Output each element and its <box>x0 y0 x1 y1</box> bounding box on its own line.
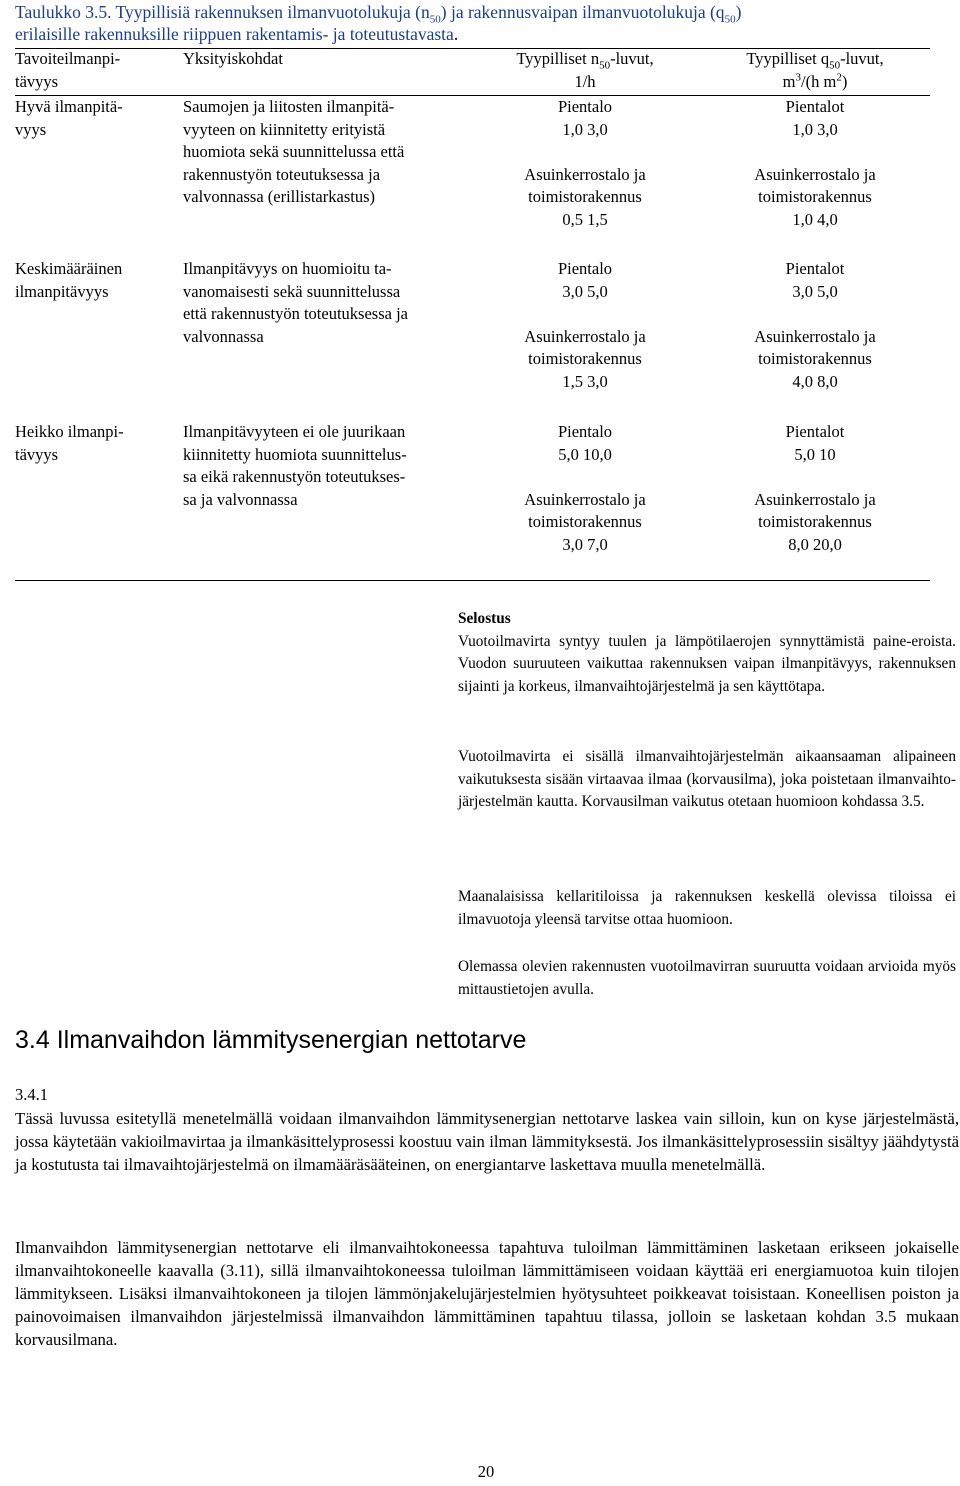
row-average-level: Keskimääräinen ilmanpitävyys <box>15 259 123 301</box>
row-good-q50: Pientalot 1,0 3,0 Asuinkerrostalo ja toimistorakennus 1,0 4,0 <box>754 97 876 229</box>
sidebar-explanation <box>458 608 956 698</box>
row-good-n50: Pientalo 1,0 3,0 Asuinkerrostalo ja toimistorakennus 0,5 1,5 <box>524 97 646 229</box>
header-q50-sup2: 2 <box>836 71 842 84</box>
section-title: 3.4 Ilmanvaihdon lämmitysenergian nettotarve <box>15 1026 527 1054</box>
row-poor-level: Heikko ilmanpi- tävyys <box>15 422 124 464</box>
sidebar-block-3 <box>458 886 956 931</box>
row-average-q50: Pientalot 3,0 5,0 Asuinkerrostalo ja toimistorakennus 4,0 8,0 <box>754 259 876 391</box>
caption-sub-1: 50 <box>429 13 441 26</box>
table-caption <box>15 1 950 45</box>
header-n50-b: -luvut, <box>610 49 654 68</box>
sidebar-paragraph: Vuotoilmavirta syntyy tuulen ja lämpötilaerojen synnyttämistä paine-eroista. Vuodon suuruuteen vaikuttaa rakennuksen vaipan ilmanpitävyys, rakennuksen sijainti ja korkeus, ilmanvaihtojärjestelmä ja sen käyttötapa. <box>458 632 956 695</box>
body-paragraph: Ilmanvaihdon lämmitysenergian nettotarve eli ilmanvaihtokoneessa tapahtuva tuloilman lämmittäminen lasketaan erikseen jokaiselle ilmanvaihtokoneelle kaavalla (3.11), sillä ilmanvaihtokoneessa tuloilman lämmittämiseen voidaan käyttää eri energiamuotoa kuin tilojen lämmitykseen. Lisäksi ilmanvaihtokoneen ja tilojen lämmönjakelujärjestelmien hyötysuhteet poikkeavat toisistaan. Koneellisen poiston ja painovoimaisen ilmanvaihdon järjestelmissä ilmanvaihdon lämmittäminen tapahtuu tilassa, jolloin se lasketaan kohdan 3.5 mukaan korvausilmana. <box>15 1238 959 1349</box>
page-number: 20 <box>477 1462 495 1481</box>
header-details: Yksityiskohdat <box>183 49 283 68</box>
caption-line-2-end: . <box>453 24 459 44</box>
header-q50 <box>700 48 930 93</box>
row-good-level: Hyvä ilmanpitä- vyys <box>15 97 123 139</box>
header-target-level: Tavoiteilmanpi- tävyys <box>15 49 121 91</box>
header-q50-unit-b: /(h m <box>801 71 837 91</box>
caption-text-2: ) ja rakennusvaipan ilmanvuotolukuja (q <box>440 2 725 22</box>
row-good-details: Saumojen ja liitosten ilmanpitä- vyyteen on kiinnitetty erityistä huomiota sekä suunnittelussa että rakennustyön toteutuksessa ja valvonnassa (erillistarkastus) <box>183 97 405 207</box>
header-q50-sub: 50 <box>829 59 841 72</box>
header-q50-sup1: 3 <box>795 71 802 84</box>
header-n50-unit: 1/h <box>574 71 596 91</box>
caption-line-2: erilaisille rakennuksille riippuen rakentamis- ja toteutustavasta <box>15 24 454 44</box>
row-average-n50: Pientalo 3,0 5,0 Asuinkerrostalo ja toimistorakennus 1,5 3,0 <box>524 259 646 391</box>
header-q50-unit-a: m <box>782 71 796 91</box>
header-n50-a: Tyypilliset n <box>516 49 600 68</box>
header-n50 <box>470 48 700 93</box>
sidebar-paragraph: Olemassa olevien rakennusten vuotoilmavirran suuruutta voidaan arvioida myös mittaustietojen avulla. <box>458 958 956 998</box>
row-poor-q50: Pientalot 5,0 10 Asuinkerrostalo ja toimistorakennus 8,0 20,0 <box>754 422 876 554</box>
body-paragraph: Tässä luvussa esitetyllä menetelmällä voidaan ilmanvaihdon lämmitysenergian nettotarve laskea vain silloin, kun on kyse järjestelmästä, jossa käytetään vakioilmavirtaa ja ilmankäsittelyprosessi koostuu vain ilman lämmityksestä. Jos ilmankäsittelyprosessiin sisältyy jäähdytystä ja kostutusta tai ilmavaihtojärjestelmä on ilmamääräsääteinen, on energiantarve laskettava muulla menetelmällä. <box>15 1109 959 1174</box>
caption-text-1: Taulukko 3.5. Tyypillisiä rakennuksen ilmanvuotolukuja (n <box>15 2 430 22</box>
sidebar-block-4 <box>458 956 956 1001</box>
header-q50-unit-c: ) <box>841 71 848 91</box>
row-poor-n50: Pientalo 5,0 10,0 Asuinkerrostalo ja toimistorakennus 3,0 7,0 <box>524 422 646 554</box>
sidebar-paragraph: Maanalaisissa kellaritiloissa ja rakennuksen keskellä olevissa tiloissa ei ilmavuotoja yleensä tarvitse ottaa huomioon. <box>458 888 956 928</box>
sidebar-paragraph: Vuotoilmavirta ei sisällä ilmanvaihtojärjestelmän aikaansaaman alipaineen vaikutuksesta sisään virtaavaa ilmaa (korvausilma), joka poistetaan ilmanvaihto-järjestelmän kautta. Korvausilman vaikutus otetaan huomioon kohdassa 3.5. <box>458 748 956 811</box>
table-bottom-rule <box>15 580 930 581</box>
row-average-details: Ilmanpitävyys on huomioitu ta- vanomaisesti sekä suunnittelussa että rakennustyön toteutuksessa ja valvonnassa <box>183 259 408 346</box>
row-poor-details: Ilmanpitävyyteen ei ole juurikaan kiinnitetty huomiota suunnittelus- sa eikä rakennustyön toteutukses- sa ja valvonnassa <box>183 422 407 509</box>
caption-text-3: ) <box>735 2 742 22</box>
sidebar-block-2 <box>458 746 956 814</box>
header-n50-sub: 50 <box>599 59 611 72</box>
header-q50-a: Tyypilliset q <box>746 49 830 68</box>
subsection-number: 3.4.1 <box>15 1085 48 1104</box>
header-q50-b: -luvut, <box>840 49 884 68</box>
sidebar-heading: Selostus <box>458 610 511 627</box>
caption-sub-2: 50 <box>724 13 736 26</box>
